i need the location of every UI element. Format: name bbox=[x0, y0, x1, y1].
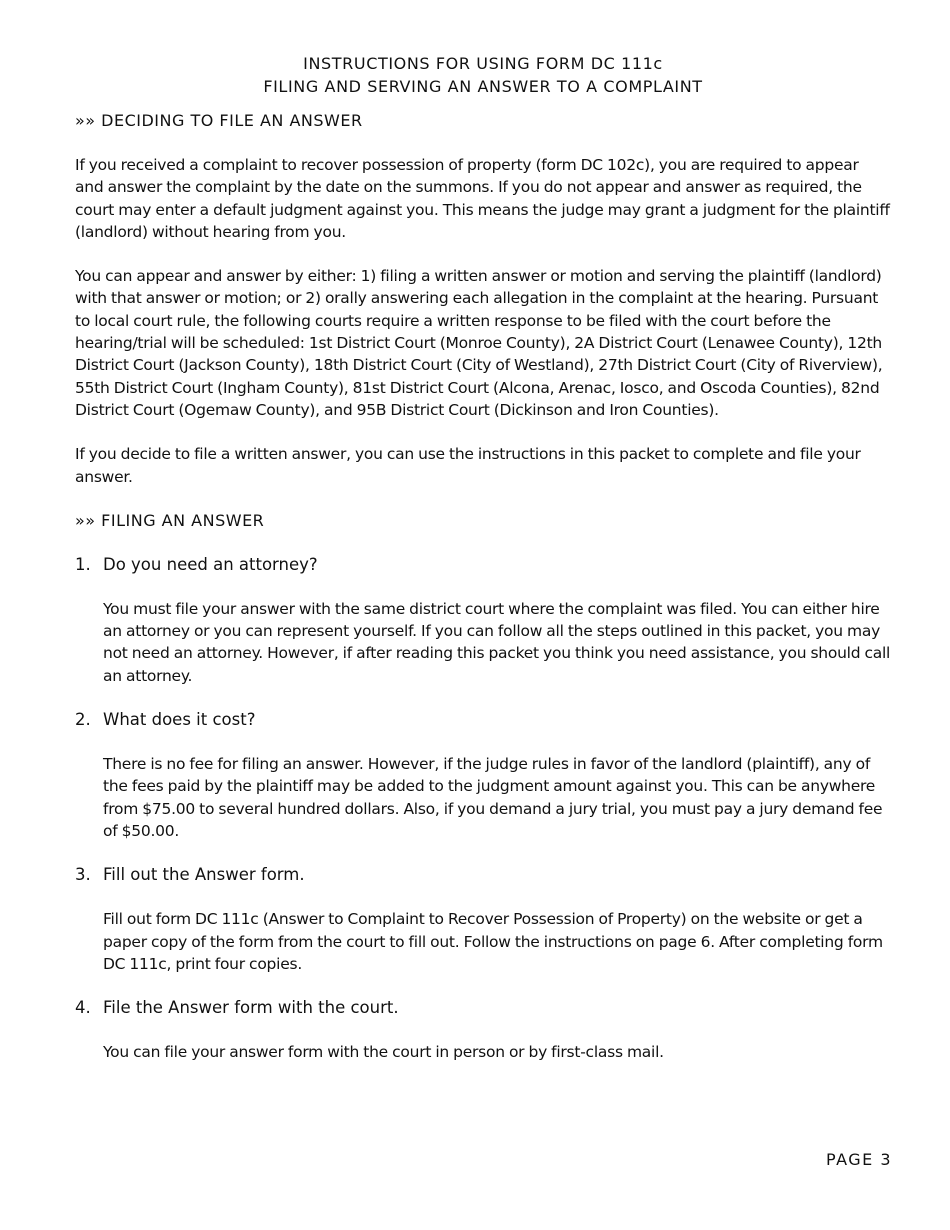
list-item-title: Fill out the Answer form. bbox=[103, 865, 305, 885]
list-item-body: There is no fee for filing an answer. However, if the judge rules in favor of the landlord (plaintiff), any of the fees paid by the plaintiff may be added to the judgment amount against you. This can be anywhere from $75.00 to several hundred dollars. Also, if you demand a jury trial, you must pay a jury demand fee of $50.00. bbox=[103, 755, 883, 840]
document-page bbox=[75, 52, 891, 1063]
document-title-line-2: FILING AND SERVING AN ANSWER TO A COMPLAINT bbox=[263, 77, 703, 96]
section-heading-deciding: »» DECIDING TO FILE AN ANSWER bbox=[75, 111, 363, 130]
list-item-number: 4. bbox=[75, 998, 91, 1018]
paragraph-written-answer: If you decide to file a written answer, you can use the instructions in this packet to complete and file your answer. bbox=[75, 445, 861, 486]
list-item-body: Fill out form DC 111c (Answer to Complaint to Recover Possession of Property) on the website or get a paper copy of the form from the court to fill out. Follow the instructions on page 6. After completing form DC 111c, print four copies. bbox=[103, 910, 883, 973]
list-item bbox=[75, 554, 891, 576]
list-item-title: Do you need an attorney? bbox=[103, 554, 318, 574]
list-item-body: You can file your answer form with the court in person or by first-class mail. bbox=[103, 1043, 664, 1062]
paragraph-appear-and-answer: You can appear and answer by either: 1) filing a written answer or motion and serving the plaintiff (landlord) with that answer or motion; or 2) orally answering each allegation in the complaint at the hearing. Pursuant to local court rule, the following courts require a written response to be filed with the court before the hearing/trial will be scheduled: 1st District Court (Monroe County), 2A District Court (Lenawee County), 12th District Court (Jackson County), 18th District Court (City of Westland), 27th District Court (City of Riverview), 55th District Court (Ingham County), 81st District Court (Alcona, Arenac, Iosco, and Oscoda Counties), 82nd District Court (Ogemaw County), and 95B District Court (Dickinson and Iron Counties). bbox=[75, 267, 883, 419]
list-item-title: File the Answer form with the court. bbox=[103, 998, 399, 1018]
list-item-number: 1. bbox=[75, 554, 91, 574]
list-item bbox=[75, 864, 891, 886]
list-item bbox=[75, 997, 891, 1019]
section-heading-filing: »» FILING AN ANSWER bbox=[75, 510, 265, 530]
list-item-title: What does it cost? bbox=[103, 710, 256, 730]
paragraph-default-judgment: If you received a complaint to recover possession of property (form DC 102c), you are required to appear and answer the complaint by the date on the summons. If you do not appear and answer as required, the court may enter a default judgment against you. This means the judge may grant a judgment for the plaintiff (landlord) without hearing from you. bbox=[75, 156, 890, 241]
list-item-number: 3. bbox=[75, 865, 91, 885]
page-number: PAGE 3 bbox=[825, 1150, 892, 1169]
document-title-line-1: INSTRUCTIONS FOR USING FORM DC 111c bbox=[303, 54, 663, 73]
list-item-body: You must file your answer with the same district court where the complaint was filed. You can either hire an attorney or you can represent yourself. If you can follow all the steps outlined in this packet, you may not need an attorney. However, if after reading this packet you think you need assistance, you should call an attorney. bbox=[103, 599, 891, 685]
list-item-number: 2. bbox=[75, 710, 91, 730]
list-item bbox=[75, 709, 891, 731]
